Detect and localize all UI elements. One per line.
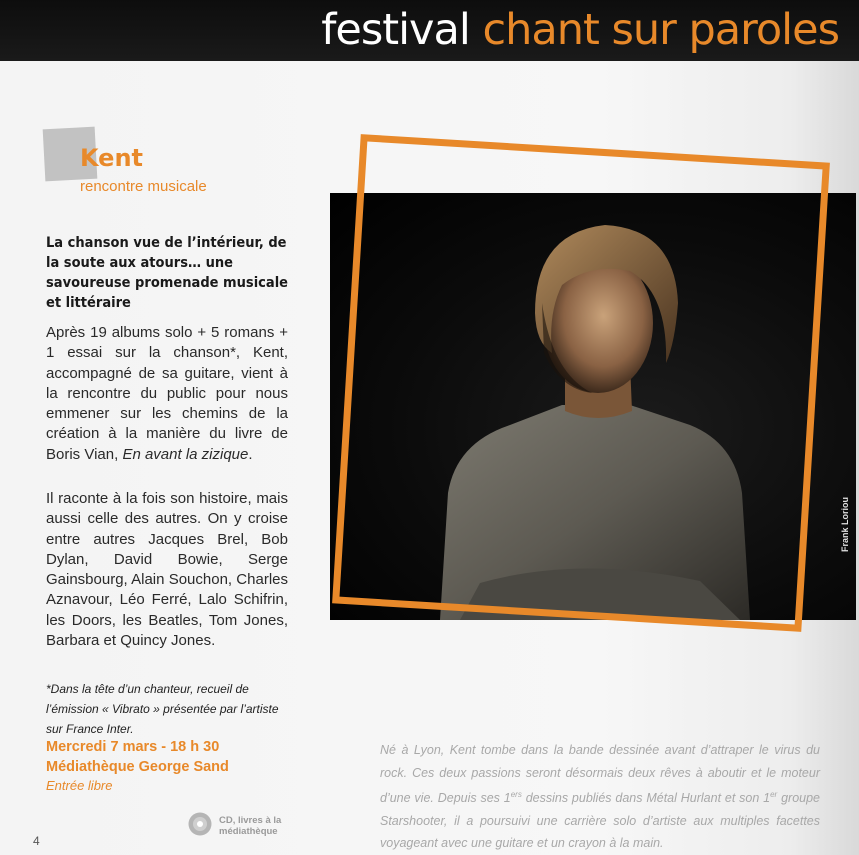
footnote: *Dans la tête d’un chanteur, recueil de l’émission « Vibrato » présentée par l’artiste sur France Inter.	[46, 682, 279, 736]
festival-title	[321, 4, 839, 56]
header-band	[0, 0, 859, 61]
title-word-subtitle: chant sur paroles	[482, 5, 839, 55]
title-word-festival: festival	[321, 5, 470, 55]
paragraph-1-text: Après 19 albums solo + 5 romans + 1 essai sur la chanson*, Kent, accompagné de sa guitare, vient à la rencontre du public pour nous emmener sur les chemins de la création à la manière du livre de Boris Vian,	[46, 324, 288, 463]
cd-icon	[188, 812, 212, 836]
book-title: En avant la zizique	[122, 445, 249, 463]
bio-text-c: groupe Starshooter, il a poursuivi une carrière solo d’artiste aux multiples facettes voyageant avec une guitare et un crayon à la main.	[380, 791, 820, 851]
photo-credit: Frank Loriou	[840, 496, 850, 552]
article-headline: La chanson vue de l’intérieur, de la soute aux atours… une savoureuse promenade musicale et littéraire	[46, 235, 289, 311]
event-date: Mercredi 7 mars - 18 h 30	[46, 739, 220, 755]
event-venue: Médiathèque George Sand	[46, 759, 229, 775]
artist-bio	[380, 739, 820, 855]
media-label: CD, livres à la médiathèque	[219, 815, 282, 837]
artist-name: Kent	[80, 144, 144, 172]
article-paragraph-1	[46, 323, 288, 465]
page-number: 4	[33, 834, 40, 848]
bio-text-a: Né à Lyon, Kent tombe dans la bande dessinée avant d’attraper le virus du rock. Ces deux passions seront désormais deux rêves à aboutir et le moteur d’une vie. Depuis ses 1	[380, 743, 820, 806]
event-type: rencontre musicale	[80, 178, 207, 195]
entry-info: Entrée libre	[46, 778, 113, 793]
orange-frame	[332, 134, 830, 632]
paragraph-1-end: .	[248, 445, 253, 463]
bio-sup-a: ers	[510, 790, 522, 799]
article-paragraph-2: Il raconte à la fois son histoire, mais aussi celle des autres. On y croise entre autres Jacques Brel, Bob Dylan, David Bowie, Serge Gainsbourg, Alain Souchon, Charles Aznavour, Léo Ferré, Lalo Schifrin, les Doors, les Beatles, Tom Jones, Barbara et Quincy Jones.	[46, 490, 288, 650]
bio-text-b: dessins publiés dans Métal Hurlant et son 1	[521, 791, 771, 806]
bio-sup-b: er	[770, 790, 778, 799]
